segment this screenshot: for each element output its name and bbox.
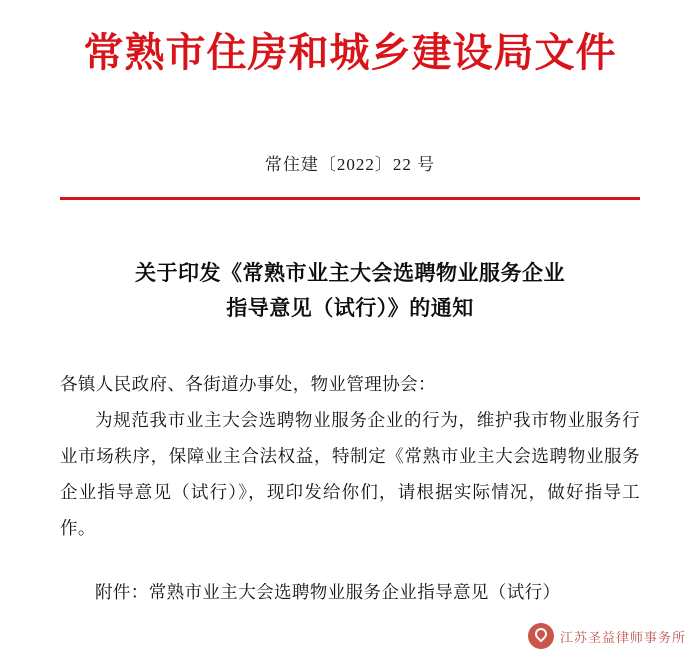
red-divider-rule [60,197,640,200]
document-title [60,256,640,325]
issuing-authority-title: 常熟市住房和城乡建设局文件 [83,29,617,76]
document-number: 常住建〔2022〕22 号 [264,155,436,174]
recipients-line: 各镇人民政府、各街道办事处，物业管理协会： [60,374,436,395]
document-header [60,0,640,78]
watermark [528,623,686,649]
watermark-label: 江苏圣益律师事务所 [559,629,686,645]
document-title-line-2: 指导意见（试行）》的通知 [226,295,474,320]
document-title-line-1: 关于印发《常熟市业主大会选聘物业服务企业 [135,261,565,285]
location-pin-icon [528,623,554,649]
body-paragraph: 为规范我市业主大会选聘物业服务企业的行为，维护我市物业服务行业市场秩序，保障业主合法权益，特制定《常熟市业主大会选聘物业服务企业指导意见（试行）》，现印发给你们，请根据实际情况，做好指导工作。 [60,410,640,538]
attachment-line: 附件：常熟市业主大会选聘物业服务企业指导意见（试行） [95,581,561,602]
document-body [60,367,640,546]
